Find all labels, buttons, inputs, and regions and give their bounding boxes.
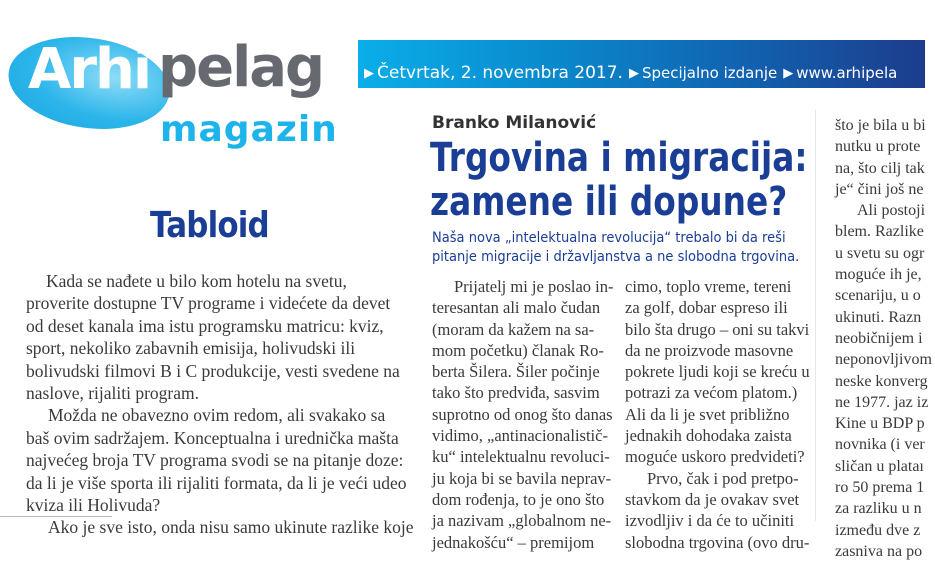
text-line: Prijatelj mi je poslao in- xyxy=(454,277,614,296)
text-line: pokrete ljudi koji se kreću u xyxy=(625,362,810,382)
text-line: ja nazivam „globalnom ne- xyxy=(432,511,612,531)
text-line: jednakih dohodaka zaista xyxy=(625,426,792,446)
text-line: suprotno od onog što danas xyxy=(432,404,613,424)
left-article-body xyxy=(26,270,421,539)
text-line: ukinuti. Razn xyxy=(835,308,922,326)
banner-website-link[interactable]: ▶ www.arhipela xyxy=(783,64,898,82)
text-line: cimo, toplo vreme, tereni xyxy=(625,277,792,296)
text-line: dom rođenja, to je ono što xyxy=(432,489,605,509)
left-article-title: Tabloid xyxy=(150,205,269,246)
text-line: od deset kanala ima istu programsku matricu: kviz, xyxy=(26,315,384,336)
text-line: na, što cilj tak xyxy=(835,159,925,177)
article-headline xyxy=(430,135,808,225)
text-line: novnika (i ver xyxy=(835,436,925,454)
text-line: ro 50 prema 1 xyxy=(835,479,925,497)
text-line: zasniva na po xyxy=(835,542,923,560)
text-line: Kine u BDP p xyxy=(835,415,925,433)
text-line: nutku u prote xyxy=(835,138,921,156)
text-line: baš ovim sadržajem. Konceptualna i urednička mašta xyxy=(26,427,399,448)
text-line: moguće uskoro predvideti? xyxy=(625,447,805,467)
logo-text-pelag: pelag xyxy=(158,35,324,100)
text-line: stavkom da je ovakav svet xyxy=(625,489,800,509)
text-line: u svetu su ogr xyxy=(835,244,925,262)
text-line: najvećeg broja TV programa svodi se na pitanje doze: xyxy=(26,450,404,471)
text-line: Možda ne obavezno ovim redom, ali svakako sa xyxy=(48,405,386,426)
headline-line: Trgovina i migracija: xyxy=(430,135,808,181)
text-line: neponovljivom xyxy=(835,351,932,369)
text-line: jednakošću“ – premijom xyxy=(432,532,595,552)
text-line: sličan u plataı xyxy=(835,457,924,475)
article-column-3 xyxy=(835,115,935,562)
text-line: za razliku u n xyxy=(835,500,922,518)
text-line: Ali da li je svet približno xyxy=(625,404,790,424)
text-line: proverite dostupne TV programe i videćete da devet xyxy=(26,293,391,314)
text-line: slobodna trgovina (ovo dru- xyxy=(625,532,810,552)
text-line: Ako je sve isto, onda nisu samo ukinute razlike koje xyxy=(48,517,414,538)
text-line: naslove, rijaliti program. xyxy=(26,383,200,404)
text-line: što je bila u bi xyxy=(835,117,926,134)
text-line: (moram da kažem na sa- xyxy=(432,319,595,339)
text-line: vidimo, „antinacionalistič- xyxy=(432,426,608,446)
text-line: Ali postoji xyxy=(857,202,926,220)
text-line: Kada se nađete u bilo kom hotelu na svetu, xyxy=(46,271,347,291)
text-line: bolivudski filmovi B i C produkcije, vesti svedene na xyxy=(26,360,400,381)
text-line: mom početku) članak Ro- xyxy=(432,340,604,360)
text-line: ku“ intelektualnu revoluci- xyxy=(432,447,610,467)
text-line: između dve z xyxy=(835,521,921,539)
text-line: tako što predviđa, sasvim xyxy=(432,383,600,403)
text-line: Prvo, čak i pod pretpo- xyxy=(647,468,799,488)
text-line: bilo šta drugo – oni su takvi xyxy=(625,319,810,339)
text-line: neske konverg xyxy=(835,372,928,390)
triangle-right-icon: ▶ xyxy=(783,65,794,81)
article-column-1 xyxy=(432,276,622,553)
header-banner xyxy=(358,40,925,88)
text-line: scenariju, u o xyxy=(835,287,921,305)
text-line: potrazi za većom platom.) xyxy=(625,383,798,403)
text-line: teresantan ali malo čudan xyxy=(432,298,601,318)
article-author: Branko Milanović xyxy=(432,113,597,133)
text-line: za golf, dobar espreso ili xyxy=(625,298,788,318)
logo-subtitle: magazin xyxy=(160,109,338,150)
logo-text-arhi: Arhi xyxy=(28,37,151,102)
deck-line: Naša nova „intelektualna revolucija“ trebalo bi da reši xyxy=(432,230,786,246)
triangle-right-icon: ▶ xyxy=(364,65,374,81)
headline-line: zamene ili dopune? xyxy=(430,179,788,225)
text-line: sport, nekoliko zabavnih emisija, holivudski ili xyxy=(26,338,356,359)
text-line: moguće ih je, xyxy=(835,266,922,284)
text-line: da ne proizvode masovne xyxy=(625,340,794,360)
magazine-logo xyxy=(0,0,360,170)
triangle-right-icon: ▶ xyxy=(628,65,639,81)
text-line: izvodljiv i da će to učiniti xyxy=(625,511,795,531)
banner-edition: ▶ Specijalno izdanje xyxy=(628,64,778,82)
text-line: neobičnijem i xyxy=(835,329,923,347)
text-line: blem. Razlike xyxy=(835,223,924,241)
text-line: ju koja bi se bavila neprav- xyxy=(432,468,612,488)
column-divider xyxy=(815,110,816,521)
article-deck xyxy=(432,229,800,266)
text-line: berta Šilera. Šiler počinje xyxy=(432,362,600,382)
text-line: da li je više sporta ili rijaliti formata, da li je veći udeo xyxy=(26,472,407,493)
text-line: kviza ili Holivuda? xyxy=(26,495,161,516)
bottom-rule xyxy=(0,516,112,517)
deck-line: pitanje migracije i državljanstva a ne slobodna trgovina. xyxy=(432,248,800,265)
text-line: je“ čini još ne xyxy=(835,180,924,198)
text-line: ne 1977. jaz iz xyxy=(835,393,929,411)
article-column-2 xyxy=(625,276,820,553)
banner-date: ▶ Četvrtak, 2. novembra 2017. xyxy=(364,63,623,83)
